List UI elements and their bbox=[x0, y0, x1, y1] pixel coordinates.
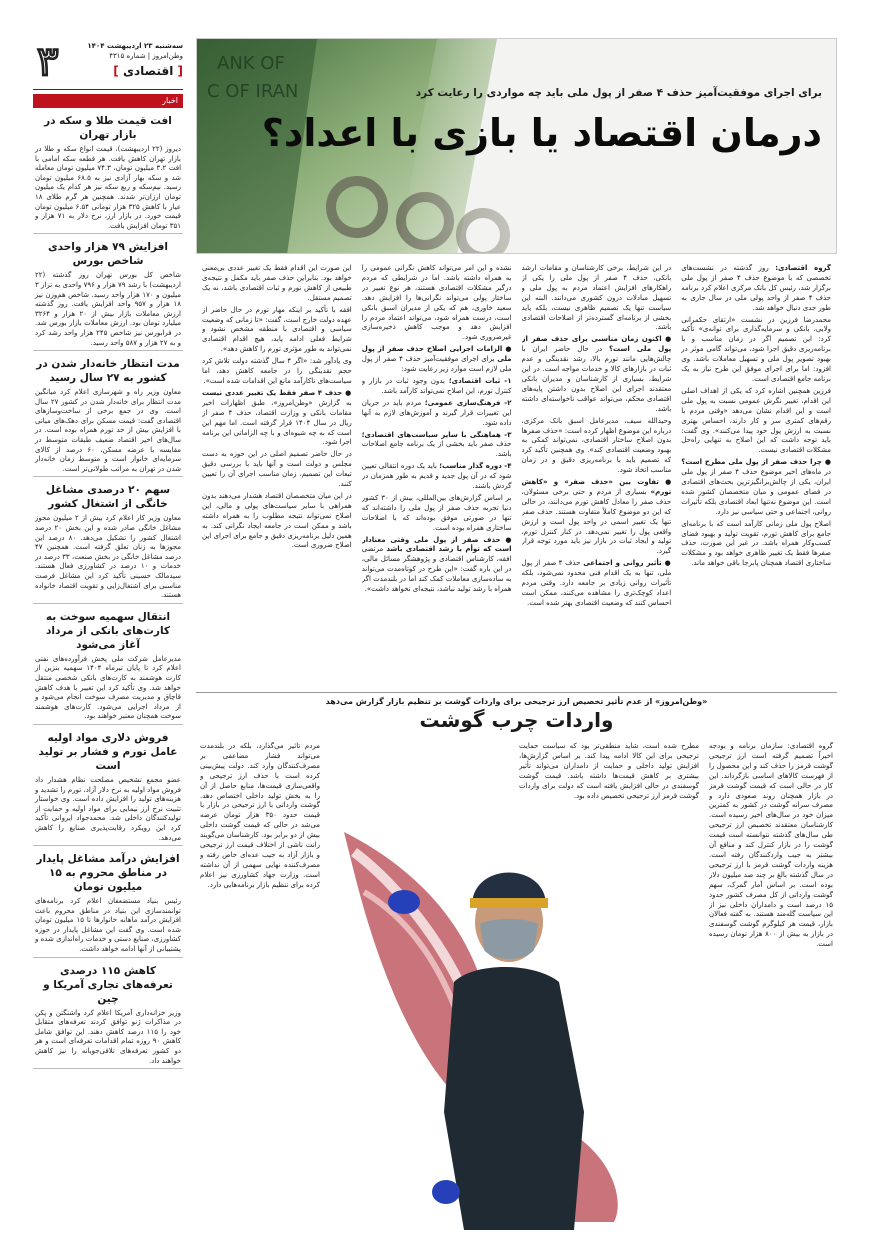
brief-title: افت قیمت طلا و سکه در بازار تهران bbox=[44, 115, 172, 141]
lead-subheading: ● الزامات اجرایی اصلاح حذف صفر از پول ملی bbox=[361, 345, 512, 364]
lead-paragraph bbox=[362, 399, 512, 429]
lead-text: نشده و این امر می‌تواند کاهش نگرانی عمومی را به همراه داشته باشد. اما در شرایطی که مردم درگیر مشکلات اقتصادی هستند، هر نوع تغییر در ساختار پولی می‌تواند نگرانی‌ها را افزایش دهد. سعید خاوری، هم که یکی از مدیران اسبق بانکی است، درست همراه شود، می‌تواند اعتماد مردم را افزایش دهد و موجب کاهش ذخیره‌سازی غیرضروری شود. bbox=[361, 264, 512, 342]
lead-paragraph bbox=[681, 316, 831, 385]
meat-title: واردات چرب گوشت bbox=[419, 708, 614, 732]
brief-item bbox=[33, 958, 183, 1070]
lead-text: باید یک دوره انتقالی تعیین شود که در آن پول جدید و قدیم به طور همزمان در گردش باشند. bbox=[361, 462, 512, 491]
brief-title: فروش دلاری مواد اولیه عامل تورم و فشار بر تولید است bbox=[38, 731, 178, 772]
lead-text: مرتضی افقه، کارشناس اقتصادی و پژوهشگر مسائل مالی، در این باره گفت: «این طرح در کوتاه‌مدت می‌تواند به ساده‌سازی معاملات کمک کند اما در بلندمدت اگر همراه با رشد تولید نباشد، نتیجه‌ای نخواهد داشت». bbox=[361, 545, 512, 594]
brief-text: دیروز (۲۲ اردیبهشت)، قیمت انواع سکه و طلا در بازار تهران کاهش یافت. هر قطعه سکه امامی با افت ۳.۲ میلیون تومان، ۷۴.۳ میلیون تومان معامله شد و سکه بهار آزادی نیز به ۶۸.۵ میلیون تومان رسید. نیم‌سکه و ربع سکه نیز هر کدام یک میلیون تومان ارزان‌تر شدند. همچنین هر گرم طلای ۱۸ عیار با کاهش ۳۲۵ هزار تومانی ۶.۵۴ میلیون تومان قیمت خورد. در بازار ارز، نرخ دلار به ۷۱ هزار و ۳۵۱ تومان افزایش یافت. bbox=[35, 145, 182, 230]
lead-paragraph bbox=[681, 520, 831, 570]
brief-item bbox=[33, 234, 183, 351]
lead-paragraph bbox=[202, 389, 352, 448]
brief-text: معاون وزیر راه و شهرسازی اعلام کرد میانگین مدت انتظار برای خانه‌دار شدن در کشور ۲۷ سال است. وی در جمع برخی از ساخت‌وسازهای اقتصادی گفت: قیمت مسکن برای دهک‌های میانی با افزایش بیش از حد تورم همراه بوده است. در سال‌های اخیر اقتصاد ضعیف طبقات متوسط در مقایسه با عرضه مسکن، ۶۰ درصد از کالای سرمایه‌ای خانوار است و متوسط زمان خانه‌دار شدن در تهران به مراتب طولانی‌تر است. bbox=[35, 388, 181, 473]
lead-column bbox=[681, 264, 831, 714]
lead-text: اصلاح پول ملی زمانی کارآمد است که با برنامه‌ای جامع برای کاهش تورم، تقویت تولید و بهبود فضای کسب‌وکار همراه باشد. در غیر این صورت، حذف صفرها فقط یک تغییر ظاهری خواهد بود و مشکلات ساختاری اقتصاد همچنان پابرجا باقی خواهد ماند. bbox=[681, 519, 831, 568]
lead-paragraph bbox=[362, 536, 512, 595]
brief-title: افزایش ۷۹ هزار واحدی شاخص بورس bbox=[47, 241, 169, 268]
butcher-photo bbox=[324, 812, 654, 1230]
lead-text: وحیدالله سیف، مدیرعامل اسبق بانک مرکزی، درباره این موضوع اظهار کرده است: «حذف صفرها بدون اصلاح ساختار اقتصادی، نمی‌تواند کمکی به بهبود وضعیت اقتصادی کند». وی همچنین تأکید کرد که تصمیم باید با برنامه‌ریزی دقیق و در زمان مناسب اتخاذ شود. bbox=[521, 416, 672, 475]
section-name: اقتصادی bbox=[122, 64, 174, 78]
lead-text: در حال حاضر تصمیم اصلی در این حوزه به دست مجلس و دولت است و آنها باید با بررسی دقیق تبعات این تصمیم، زمان مناسب اجرای آن را تعیین کنند. bbox=[202, 450, 352, 489]
lead-text: در حال حاضر ایران با چالش‌هایی مانند تورم بالا، رشد نقدینگی و عدم ثبات در بازارهای کالا و خدمات مواجه است. در این شرایط، بسیاری از کارشناسان و مدیران بانکی معتقدند اجرای این اصلاح بدون داشتن پایه‌های اقتصادی محکم، می‌تواند عواقب ناخواسته‌ای داشته باشد. bbox=[521, 345, 672, 413]
lead-text: حذف صفر باید بخشی از یک برنامه جامع اصلاحات باشد. bbox=[361, 440, 512, 459]
svg-text:ANK OF: ANK OF bbox=[217, 53, 285, 74]
brief-text: وزیر خزانه‌داری آمریکا اعلام کرد واشنگتن و پکن در مذاکرات ژنو توافق کردند تعرفه‌های متقابل خود را ۱۱۵ درصد کاهش دهند. این توافق شامل کاهش ۹۰ روزه تمام اقدامات تعرفه‌ای است و هر دو کشور تعرفه‌های تلافی‌جویانه را نیز کاهش خواهند داد. bbox=[35, 1008, 181, 1065]
lead-paragraph bbox=[522, 264, 672, 333]
svg-text:C OF IRAN: C OF IRAN bbox=[207, 81, 299, 102]
lead-paragraph bbox=[522, 335, 672, 414]
lead-paragraph bbox=[522, 417, 672, 476]
brief-text: رئیس بنیاد مستضعفان اعلام کرد برنامه‌های توانمندسازی این بنیاد در مناطق محروم باعث افزایش درآمد ماهانه خانوارها تا ۱۵ میلیون تومان شده است. وی گفت این مشاغل پایدار در حوزه کشاورزی، صنایع دستی و خدمات راه‌اندازی شده و پشتیبانی از آنها ادامه خواهد داشت. bbox=[35, 897, 182, 954]
brief-text: شاخص کل بورس تهران روز گذشته (۲۲ اردیبهشت) با رشد ۷۹ هزار و ۷۹۶ واحدی به تراز ۳ میلیون و ۱۷۰ هزار واحد رسید. شاخص هم‌وزن نیز ۱۸ هزار و ۹۵۷ واحد افزایش یافت. روز گذشته ارزش معاملات بازار بیش از ۲۰ هزار و ۳۲۶۴ میلیارد تومان بود. ارزش معاملات بازار بورس شد. در فرابورس نیز شاخص ۲۴۵ هزار واحد رشد کرد و به ۲۷ هزار و ۵۸۷ واحد رسید. bbox=[35, 271, 182, 347]
section-title: [ اقتصادی ] bbox=[113, 64, 183, 78]
page-masthead bbox=[33, 38, 183, 90]
lead-story bbox=[196, 38, 837, 714]
lead-subheading: ● حذف صفر از پول ملی وقتی معنادار است که توأم با رشد اقتصادی باشد bbox=[361, 535, 512, 554]
lead-text: مردم باید در جریان این تغییرات قرار گیرند و آموزش‌های لازم به آنها داده شود. bbox=[361, 398, 512, 427]
lead-subheading: ● اکنون زمان مناسبی برای حذف صفر از پول ملی است؟ bbox=[521, 335, 672, 354]
news-bar: اخبار bbox=[33, 94, 183, 108]
lead-text: محمدرضا فرزین در نشست «ارتقای حکمرانی ولایی، بانکی و سرمایه‌گذاری برای توانه‌ی» تأکید کرد: این تصمیم اگر در زمان مناسب و با برنامه‌ریزی دقیق اجرا شود، می‌تواند گامی موثر در بهبود تصویر پول ملی و تسهیل معاملات باشد. وی افزود: اما برای اجرای موفق این طرح نیاز به یک برنامه جامع اقتصادی است. bbox=[681, 315, 831, 383]
lead-subheading: ● تأثیر روانی و اجتماعی bbox=[583, 559, 672, 568]
lead-subheading: ● تفاوت بین «حذف صفر» و «کاهش تورم» bbox=[521, 478, 672, 496]
brief-text: مدیرعامل شرکت ملی پخش فرآورده‌های نفتی اعلام کرد تا پایان تیرماه ۱۴۰۴ سهمیه بنزین از کارت هوشمند به کارت‌های بانکی شخصی منتقل خواهد شد. وی تأکید کرد این تغییر با هدف کاهش قاچاق و مدیریت مصرف سوخت انجام می‌شود و از مرداد اجرایی می‌شود. کارت‌های هوشمند سوخت همچنان معتبر خواهند بود. bbox=[35, 654, 181, 721]
lead-kicker: برای اجرای موفقیت‌آمیز حذف ۴ صفر از پول ملی باید چه مواردی را رعایت کرد bbox=[415, 87, 822, 99]
lead-paragraph bbox=[362, 494, 512, 534]
lead-columns bbox=[196, 254, 837, 714]
lead-text: روز گذشته در نشست‌های تخصصی که با موضوع حذف ۴ صفر از پول ملی برگزار شد، رئیس کل بانک مرکزی اعلام کرد برنامه حذف ۴ صفر از واحد پولی ملی در سال جاری به طور جدی دنبال خواهد شد. bbox=[681, 264, 831, 312]
lead-paragraph bbox=[362, 264, 512, 343]
lead-text: بدون وجود ثبات در بازار و کنترل تورم، این اصلاح نمی‌تواند کارآمد باشد. bbox=[361, 376, 512, 395]
brief-title: انتقال سهمیه سوخت به کارت‌های بانکی از مرداد آغاز می‌شود bbox=[45, 610, 171, 651]
lead-text: بر اساس گزارش‌های بین‌المللی، بیش از ۳۰ کشور دنیا تجربه حذف صفر از پول ملی را داشته‌اند که تنها در صورتی موفق بوده‌اند که با اصلاحات ساختاری همراه بوده است. bbox=[361, 493, 512, 532]
lead-text: در این میان متخصصان اقتصاد هشدار می‌دهند بدون همراهی با سایر سیاست‌های پولی و مالی، این اصلاح نمی‌تواند نتیجه مطلوب را به همراه داشته باشد و ممکن است در جامعه ایجاد نگرانی کند. به همین دلیل برنامه‌ریزی دقیق و جامع برای اجرای این اصلاح ضروری است. bbox=[202, 491, 352, 550]
lead-column bbox=[522, 264, 672, 714]
lead-text: در این شرایط، برخی کارشناسان و مقامات ارشد بانکی، حذف ۴ صفر از پول ملی را یکی از راهکارهای افزایش اعتماد مردم به پول ملی و تسهیل مبادلات درون کشوری می‌دانند. البته این سیاست تنها یک تصمیم ظاهری نیست، بلکه باید بخشی از برنامه‌ای گسترده‌تر از اصلاحات اقتصادی باشد. bbox=[521, 264, 672, 332]
lead-paragraph bbox=[522, 478, 672, 557]
lead-text: افقه با تأکید بر اینکه مهار تورم در حال حاضر از عهده دولت خارج است، گفت: «تا زمانی که وضعیت سیاسی و اقتصادی با منطقه مشخص نشود و شرایط فعلی ادامه یابد، هیچ اقدام اقتصادی نمی‌تواند به طور مؤثری تورم را کاهش دهد». bbox=[202, 305, 352, 354]
brief-title: سهم ۲۰ درصدی مشاغل خانگی از اشتغال کشور bbox=[45, 484, 171, 511]
lead-text: بسیاری از مردم و حتی برخی مسئولان، حذف صفر را معادل کاهش تورم می‌دانند، در حالی که این دو موضوع کاملاً متفاوت هستند. حذف صفر تنها یک تغییر اسمی در واحد پول است و ارزش واقعی پول را تغییر نمی‌دهد. در کنار کنترل تورم، تولید و ایجاد ثبات در بازار نیز باید مورد توجه قرار گیرد. bbox=[521, 487, 672, 556]
lead-paragraph bbox=[202, 306, 352, 356]
lead-text: در ماه‌های اخیر موضوع حذف ۴ صفر از پول ملی ایران، یکی از چالش‌برانگیزترین بحث‌های اقتصادی در فضای عمومی و میان متخصصان کشور شده است. این موضوع نه‌تنها ابعاد اقتصادی بلکه تأثیرات روانی، اجتماعی و حتی سیاسی نیز دارد. bbox=[681, 468, 831, 516]
lead-subheading: ۳- هماهنگی با سایر سیاست‌های اقتصادی؛ bbox=[361, 430, 512, 439]
brief-title: کاهش ۱۱۵ درصدی تعرفه‌های تجاری آمریکا و چین bbox=[43, 964, 173, 1005]
brief-item bbox=[33, 846, 183, 958]
lead-byline: گروه اقتصادی: bbox=[775, 264, 831, 272]
brief-title: مدت انتظار خانه‌دار شدن در کشور به ۲۷ سال رسید bbox=[36, 358, 180, 385]
meat-kicker: «وطن‌امروز» از عدم تأثیر تخصیص ارز ترجیحی برای واردات گوشت بر تنظیم بازار گزارش می‌دهد bbox=[325, 697, 708, 706]
lead-subheading: ۲- فرهنگ‌سازی عمومی؛ bbox=[424, 398, 512, 407]
lead-paragraph bbox=[202, 357, 352, 387]
brief-item bbox=[33, 108, 183, 234]
meat-story bbox=[196, 692, 837, 1240]
lead-text: به گزارش «وطن‌امروز»، طبق اظهارات اخیر مقامات بانکی و وزارت اقتصاد، حذف ۴ صفر از ریال در سال ۱۴۰۴ قرار گرفته است. اما مهم این است که به چه شیوه‌ای و با چه الزاماتی این برنامه اجرا شود. bbox=[202, 398, 352, 447]
brief-text: عضو مجمع تشخیص مصلحت نظام هشدار داد فروش مواد اولیه به نرخ دلار آزاد، تورم را تشدید و هزینه‌های تولید را افزایش داده است. وی خواستار تثبیت نرخ ارز نیمایی برای مواد اولیه و حمایت از تولیدکنندگان داخلی شد. محمدجواد ایروانی تأکید کرد این رویکرد رقابت‌پذیری صنایع را کاهش می‌دهد. bbox=[35, 775, 181, 842]
lead-text: حذف ۴ صفر از پول ملی، تنها به یک اقدام فنی محدود نمی‌شود، بلکه تأثیرات روانی زیادی بر جامعه دارد. وقتی مردم اعداد کوچک‌تری را مشاهده می‌کنند، ممکن است احساس کنند که وضعیت اقتصادی بهتر شده است. bbox=[521, 559, 672, 607]
lead-text: برای اجرای موفقیت‌آمیز حذف ۴ صفر از پول ملی لازم است موارد زیر رعایت شود: bbox=[361, 355, 512, 374]
lead-paragraph bbox=[681, 387, 831, 456]
lead-paragraph bbox=[202, 450, 352, 490]
issue-date: سه‌شنبه ۲۳ اردیبهشت ۱۴۰۴ bbox=[87, 42, 183, 50]
lead-paragraph bbox=[362, 431, 512, 461]
lead-paragraph bbox=[362, 462, 512, 492]
brief-text: معاون وزیر کار اعلام کرد بیش از ۲ میلیون مجوز مشاغل خانگی صادر شده و این بخش ۲۰ درصد اشتغال کشور را تشکیل می‌دهد. ۸۰ درصد این مجوزها به زنان تعلق گرفته است. همچنین ۴۷ درصد مشاغل خانگی در بخش صنعت، ۳۳ درصد در خدمات و ۱۰ درصد در کشاورزی فعال هستند. سیدمالک حسینی تأکید کرد این مشاغل فرصت مناسبی برای اشتغال‌زایی و تقویت اقتصاد خانواده هستند. bbox=[35, 514, 182, 600]
page-number: ۳ bbox=[37, 38, 59, 85]
brief-item bbox=[33, 725, 183, 846]
meat-column-mid: مطرح شده است، شاید منطقی‌تر بود که سیاست حمایت ترجیحی برای این کالا ادامه پیدا کند. بر اساس گزارش‌ها، افزایش تولید داخلی و حمایت از دامداران می‌تواند تأثیر بیشتری بر کاهش قیمت‌ها داشته باشد. قیمت گوشت گوسفندی در حالی افزایش یافته است که دولت برای واردات گوشت قرمز ارز ترجیحی تخصیص داده بود. bbox=[519, 742, 699, 800]
lead-text: فرزین همچنین اشاره کرد که یکی از اهداف اصلی این اقدام، تغییر نگرش عمومی نسبت به پول ملی است و این اقدام نشان می‌دهد «وقتی مردم با رقم‌های کمتری سر و کار دارند، احساس بهتری نسبت به ارزش پول خود پیدا می‌کنند». وی گفت: باید توجه داشت که این اصلاح به تنهایی راه‌حل مشکلات اقتصادی نیست. bbox=[681, 386, 831, 455]
lead-column bbox=[362, 264, 512, 714]
lead-subheading: ● حذف ۴ صفر فقط یک تغییر عددی نیست bbox=[202, 388, 352, 397]
lead-paragraph bbox=[522, 559, 672, 609]
lead-column bbox=[202, 264, 352, 714]
brief-item bbox=[33, 604, 183, 725]
news-sidebar bbox=[33, 38, 183, 1238]
meat-column-left: مردم تأثیر می‌گذارد، بلکه در بلندمدت می‌تواند فشار مضاعفی بر مصرف‌کنندگان وارد کند. دولت پیش‌بینی کرده است با حذف ارز ترجیحی و واقعی‌سازی قیمت‌ها، منابع حاصل از آن را به بخش تولید داخلی اختصاص دهد. گوشت وارداتی با ارز ترجیحی در بازار با قیمت حدود ۳۵۰ هزار تومان عرضه می‌شد در حالی که قیمت گوشت داخلی بیش از دو برابر بود. کارشناسان می‌گویند رانت ناشی از اختلاف قیمت ارز ترجیحی و بازار آزاد به جیب عده‌ای خاص رفته و مصرف‌کننده نهایی سهمی از آن نداشته است. وزارت جهاد کشاورزی نیز اعلام کرده برای تنظیم بازار برنامه‌هایی دارد. bbox=[200, 742, 320, 889]
lead-paragraph bbox=[202, 492, 352, 551]
lead-paragraph bbox=[202, 264, 352, 304]
lead-subheading: ۴- دوره گذار مناسب؛ bbox=[439, 462, 512, 471]
brief-item bbox=[33, 477, 183, 603]
lead-title: درمان اقتصاد یا بازی با اعداد؟ bbox=[261, 111, 822, 155]
lead-paragraph bbox=[362, 377, 512, 397]
lead-text: وی یادآور شد: «اگر ۴ سال گذشته دولت تلاش کرد حجم نقدینگی را در جامعه کاهش دهد، اما سیاست‌های ناکارآمد مانع این اقدامات شده است». bbox=[202, 357, 352, 385]
lead-subheading: ۱- ثبات اقتصادی؛ bbox=[448, 376, 512, 385]
lead-paragraph bbox=[362, 345, 512, 375]
brief-title: افزایش درآمد مشاغل پایدار در مناطق محروم به ۱۵ میلیون تومان bbox=[36, 853, 180, 894]
issue-number: وطن‌امروز | شماره ۴۳۱۵ bbox=[109, 52, 183, 60]
meat-body bbox=[196, 732, 837, 1232]
lead-paragraph bbox=[681, 264, 831, 314]
lead-subheading: ● چرا حذف صفر از پول ملی مطرح است؟ bbox=[681, 458, 831, 467]
lead-hero bbox=[196, 38, 837, 254]
lead-paragraph bbox=[681, 458, 831, 517]
brief-item bbox=[33, 351, 183, 477]
meat-column-right: گروه اقتصادی: سازمان برنامه و بودجه اخیراً تصمیم گرفته است ارز ترجیحی گوشت قرمز را حذف کند و این محصول را از فهرست کالاهای اساسی بازگرداند. این کار در حالی است که قیمت گوشت قرمز در بازار همچنان روند صعودی دارد و مصرف سرانه گوشت در کشور به کمترین میزان خود در سال‌های اخیر رسیده است. کارشناسان معتقدند تخصیص ارز ترجیحی طی سال‌های گذشته نتوانسته است قیمت گوشت را در بازار کنترل کند و منافع آن بیشتر به جیب واردکنندگان رفته است. هزینه واردات گوشت قرمز با ارز ترجیحی در سال گذشته بالغ بر چند صد میلیون دلار بوده است. بر اساس آمار گمرک، سهم گوشت وارداتی از کل مصرف کشور حدود ۱۵ درصد است و دامداران داخلی نیز از این سیاست گله‌مند هستند. به گفته فعالان بازار، قیمت هر کیلوگرم گوشت گوسفندی در بازار به بیش از ۸۰۰ هزار تومان رسیده است. bbox=[709, 742, 833, 949]
lead-text: این صورت این اقدام فقط یک تغییر عددی بی‌معنی خواهد بود. بنابراین حذف صفر باید مکمل و نتیجه‌ی طبیعی از کاهش تورم و ثبات اقتصادی باشد، نه یک تصمیم مستقل. bbox=[202, 264, 352, 302]
